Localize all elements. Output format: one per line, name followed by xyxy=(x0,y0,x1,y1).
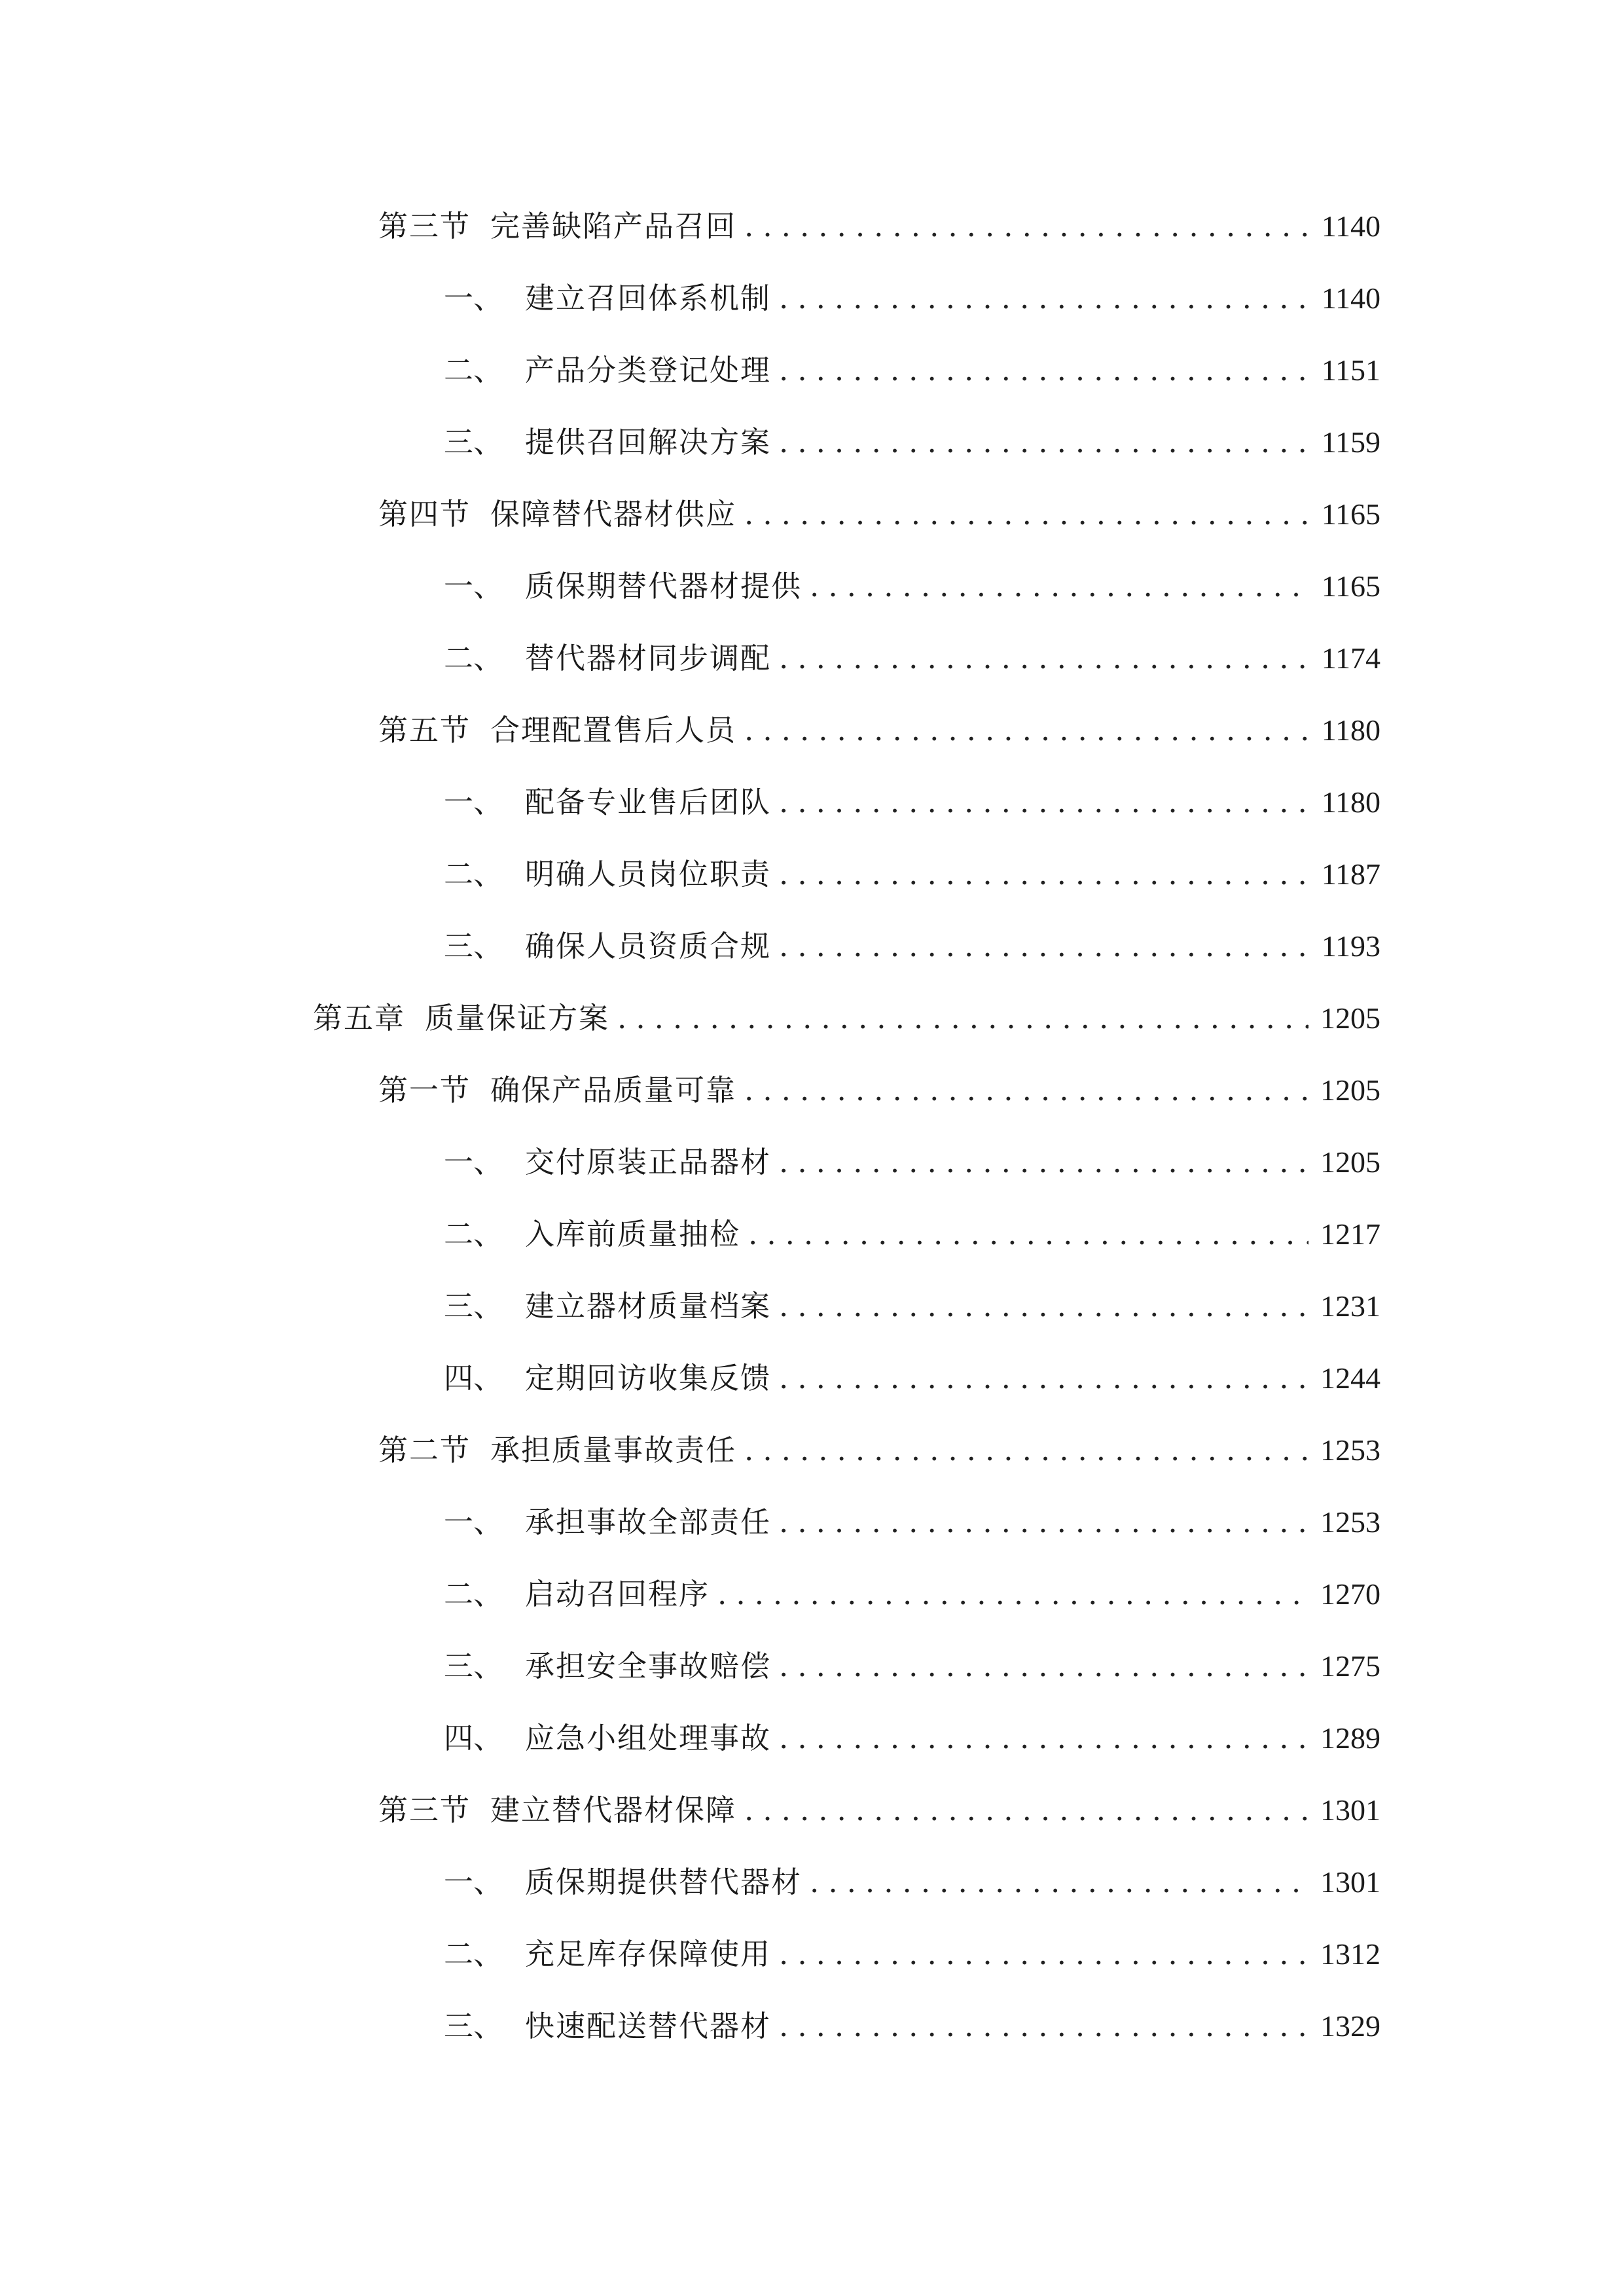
dot-leader xyxy=(744,1424,1308,1477)
toc-title: 启动召回程序 xyxy=(525,1577,710,1611)
toc-title: 明确人员岗位职责 xyxy=(525,857,772,891)
dot-leader xyxy=(779,1928,1308,1981)
dot-leader xyxy=(779,1136,1308,1189)
toc-title: 质量保证方案 xyxy=(425,1001,610,1035)
toc-page-number: 1205 xyxy=(1320,1145,1380,1179)
toc-section-label: 第一节 xyxy=(378,1073,471,1107)
dot-leader xyxy=(779,272,1308,325)
toc-entry-item[interactable] xyxy=(444,848,1380,901)
toc-page-number: 1289 xyxy=(1320,1721,1380,1755)
dot-leader xyxy=(617,992,1308,1045)
toc-entry-item[interactable] xyxy=(444,1928,1380,1981)
toc-section-label: 第四节 xyxy=(378,497,471,531)
toc-page-number: 1301 xyxy=(1320,1865,1380,1899)
toc-item-number: 一、 xyxy=(444,1505,503,1539)
dot-leader xyxy=(779,344,1308,397)
toc-item-number: 四、 xyxy=(444,1361,503,1395)
toc-entry-item[interactable] xyxy=(444,632,1380,685)
toc-item-number: 三、 xyxy=(444,2009,503,2043)
toc-item-number: 二、 xyxy=(444,1217,503,1251)
dot-leader xyxy=(744,704,1308,757)
toc-entry-item[interactable] xyxy=(444,920,1380,973)
toc-page-number: 1193 xyxy=(1321,929,1380,963)
toc-entry-item[interactable] xyxy=(444,560,1380,613)
dot-leader xyxy=(779,416,1308,469)
toc-title: 建立召回体系机制 xyxy=(525,281,772,315)
toc-page-number: 1231 xyxy=(1320,1289,1380,1323)
dot-leader xyxy=(779,632,1308,685)
toc-entry-chapter[interactable] xyxy=(313,992,1380,1045)
dot-leader xyxy=(779,1496,1308,1549)
toc-entry-item[interactable] xyxy=(444,1136,1380,1189)
toc-title: 配备专业售后团队 xyxy=(525,785,772,819)
dot-leader xyxy=(779,1280,1308,1333)
toc-title: 承担质量事故责任 xyxy=(490,1433,737,1467)
toc-title: 提供召回解决方案 xyxy=(525,425,772,459)
dot-leader xyxy=(744,1064,1308,1117)
toc-section-label: 第三节 xyxy=(378,1793,471,1827)
dot-leader xyxy=(779,848,1308,901)
toc-entry-item[interactable] xyxy=(444,1280,1380,1333)
toc-entry-item[interactable] xyxy=(444,344,1380,397)
toc-page-number: 1140 xyxy=(1321,281,1380,315)
toc-page-number: 1159 xyxy=(1321,425,1380,459)
toc-page-number: 1312 xyxy=(1320,1937,1380,1971)
toc-page-number: 1151 xyxy=(1321,353,1380,387)
toc-entry-section[interactable] xyxy=(378,1064,1380,1117)
toc-item-number: 二、 xyxy=(444,1937,503,1971)
dot-leader xyxy=(779,2000,1308,2053)
toc-title: 应急小组处理事故 xyxy=(525,1721,772,1755)
toc-title: 完善缺陷产品召回 xyxy=(490,209,737,243)
toc-section-label: 第五节 xyxy=(378,713,471,747)
dot-leader xyxy=(717,1568,1308,1621)
toc-page-number: 1275 xyxy=(1320,1649,1380,1683)
toc-entry-section[interactable] xyxy=(378,1784,1380,1837)
toc-entry-section[interactable] xyxy=(378,704,1380,757)
dot-leader xyxy=(744,488,1308,541)
toc-title: 产品分类登记处理 xyxy=(525,353,772,387)
toc-entry-item[interactable] xyxy=(444,1568,1380,1621)
toc-page-number: 1165 xyxy=(1321,497,1380,531)
toc-item-number: 二、 xyxy=(444,641,503,675)
toc-section-label: 第三节 xyxy=(378,209,471,243)
toc-title: 确保人员资质合规 xyxy=(525,929,772,963)
toc-item-number: 一、 xyxy=(444,281,503,315)
toc-title: 建立器材质量档案 xyxy=(525,1289,772,1323)
toc-title: 入库前质量抽检 xyxy=(525,1217,741,1251)
toc-section-label: 第二节 xyxy=(378,1433,471,1467)
toc-page-number: 1253 xyxy=(1320,1505,1380,1539)
toc-page-number: 1301 xyxy=(1320,1793,1380,1827)
toc-page-number: 1253 xyxy=(1320,1433,1380,1467)
toc-page-number: 1174 xyxy=(1321,641,1380,675)
toc-title: 确保产品质量可靠 xyxy=(490,1073,737,1107)
toc-item-number: 一、 xyxy=(444,1865,503,1899)
toc-entry-item[interactable] xyxy=(444,1352,1380,1405)
dot-leader xyxy=(779,1712,1308,1765)
dot-leader xyxy=(779,1640,1308,1693)
dot-leader xyxy=(748,1208,1308,1261)
toc-entry-item[interactable] xyxy=(444,1640,1380,1693)
toc-title: 交付原装正品器材 xyxy=(525,1145,772,1179)
dot-leader xyxy=(779,1352,1308,1405)
toc-item-number: 二、 xyxy=(444,353,503,387)
dot-leader xyxy=(744,1784,1308,1837)
dot-leader xyxy=(779,776,1308,829)
toc-entry-item[interactable] xyxy=(444,1712,1380,1765)
dot-leader xyxy=(744,200,1308,253)
toc-page-number: 1140 xyxy=(1321,209,1380,243)
toc-entry-item[interactable] xyxy=(444,1496,1380,1549)
toc-title: 充足库存保障使用 xyxy=(525,1937,772,1971)
toc-title: 替代器材同步调配 xyxy=(525,641,772,675)
dot-leader xyxy=(810,560,1308,613)
toc-item-number: 一、 xyxy=(444,569,503,603)
toc-title: 定期回访收集反馈 xyxy=(525,1361,772,1395)
toc-entry-item[interactable] xyxy=(444,416,1380,469)
toc-page-number: 1329 xyxy=(1320,2009,1380,2043)
toc-item-number: 二、 xyxy=(444,1577,503,1611)
toc-item-number: 一、 xyxy=(444,785,503,819)
toc-page-number: 1217 xyxy=(1320,1217,1380,1251)
toc-entry-item[interactable] xyxy=(444,776,1380,829)
toc-title: 承担事故全部责任 xyxy=(525,1505,772,1539)
toc-entry-item[interactable] xyxy=(444,1208,1380,1261)
toc-title: 合理配置售后人员 xyxy=(490,713,737,747)
toc-page-number: 1205 xyxy=(1320,1001,1380,1035)
toc-page-number: 1180 xyxy=(1321,713,1380,747)
toc-title: 保障替代器材供应 xyxy=(490,497,737,531)
toc-page-number: 1180 xyxy=(1321,785,1380,819)
toc-item-number: 二、 xyxy=(444,857,503,891)
toc-entry-section[interactable] xyxy=(378,200,1380,253)
dot-leader xyxy=(779,920,1308,973)
toc-entry-item[interactable] xyxy=(444,1856,1380,1909)
toc-title: 承担安全事故赔偿 xyxy=(525,1649,772,1683)
toc-entry-item[interactable] xyxy=(444,2000,1380,2053)
toc-title: 快速配送替代器材 xyxy=(525,2009,772,2043)
toc-page-number: 1187 xyxy=(1321,857,1380,891)
toc-item-number: 三、 xyxy=(444,929,503,963)
toc-page-number: 1165 xyxy=(1321,569,1380,603)
dot-leader xyxy=(810,1856,1308,1909)
toc-page-number: 1205 xyxy=(1320,1073,1380,1107)
toc-title: 质保期提供替代器材 xyxy=(525,1865,803,1899)
toc-item-number: 三、 xyxy=(444,1289,503,1323)
toc-item-number: 三、 xyxy=(444,425,503,459)
toc-item-number: 四、 xyxy=(444,1721,503,1755)
toc-entry-section[interactable] xyxy=(378,1424,1380,1477)
toc-entry-section[interactable] xyxy=(378,488,1380,541)
toc-page-number: 1270 xyxy=(1320,1577,1380,1611)
toc-item-number: 三、 xyxy=(444,1649,503,1683)
toc-chapter-label: 第五章 xyxy=(313,1001,406,1035)
toc-page-number: 1244 xyxy=(1320,1361,1380,1395)
toc-title: 质保期替代器材提供 xyxy=(525,569,803,603)
toc-title: 建立替代器材保障 xyxy=(490,1793,737,1827)
toc-item-number: 一、 xyxy=(444,1145,503,1179)
toc-entry-item[interactable] xyxy=(444,272,1380,325)
